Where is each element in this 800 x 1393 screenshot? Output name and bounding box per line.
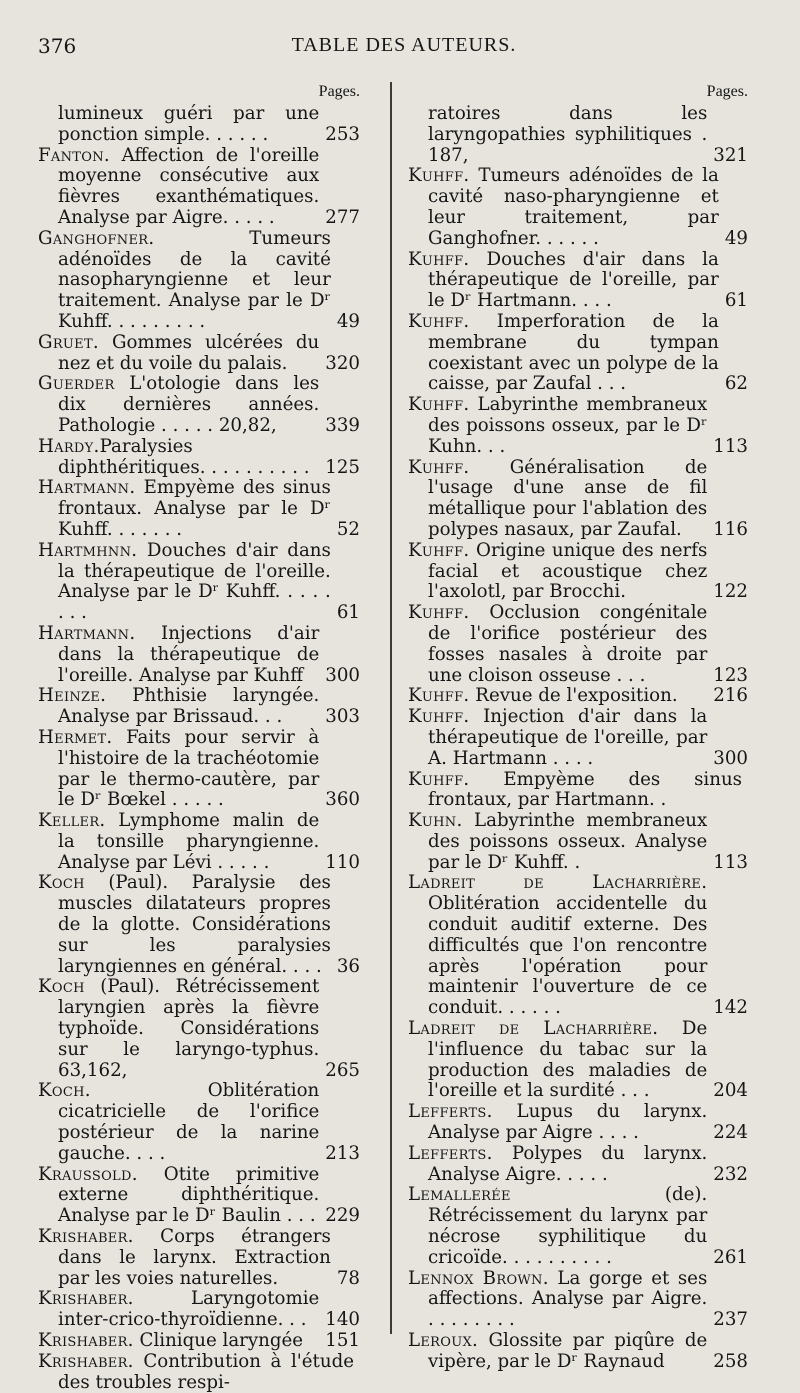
entry-author: Krishaber. bbox=[38, 1330, 134, 1352]
entry-author: Heinze. bbox=[38, 685, 107, 707]
index-entry bbox=[38, 728, 360, 811]
pages-header-left: Pages. bbox=[318, 83, 360, 100]
entry-text bbox=[408, 312, 719, 395]
entry-author: Hartmann. bbox=[38, 477, 136, 499]
index-entry bbox=[38, 541, 360, 624]
entry-text bbox=[38, 1227, 331, 1289]
entry-author: Kuhff. bbox=[408, 456, 470, 478]
entry-pages: 49 bbox=[724, 227, 748, 249]
index-entry bbox=[38, 811, 360, 873]
entry-author: Hermet. bbox=[38, 726, 113, 748]
entry-text bbox=[408, 811, 707, 873]
entry-text bbox=[38, 478, 331, 540]
entry-author: Ladreit de Lacharrière. bbox=[408, 872, 708, 894]
entry-author: Hartmann. bbox=[38, 622, 136, 644]
entry-title: Otite primitive externe diphthéritique. Analyse par le Dʳ Baulin . . . bbox=[58, 1163, 320, 1227]
entry-title: Corps étrangers dans le larynx. Extraction par les voies naturelles. bbox=[58, 1226, 331, 1289]
index-entry bbox=[38, 1331, 360, 1352]
entry-pages: 78 bbox=[336, 1267, 360, 1289]
entry-title: Origine unique des nerfs facial et acoustique chez l'axolotl, par Brocchi. bbox=[428, 539, 708, 603]
entry-pages: 204 bbox=[713, 1080, 748, 1102]
entry-pages: 321 bbox=[713, 144, 748, 166]
entry-text bbox=[38, 146, 319, 229]
entry-pages: 261 bbox=[713, 1246, 748, 1268]
index-entry bbox=[408, 104, 748, 166]
pages-header-right: Pages. bbox=[706, 83, 748, 100]
entry-author: Kuhff. bbox=[408, 706, 470, 728]
entry-author: Lennox Brown. bbox=[408, 1267, 549, 1289]
entry-text bbox=[38, 1289, 319, 1331]
entry-title: Tumeurs adénoïdes de la cavité naso-pharyngienne et leur traitement, par Ganghofner. . . . . . bbox=[428, 165, 719, 249]
index-entry bbox=[408, 686, 748, 707]
entry-title: lumineux guéri par une ponction simple. . . . . . bbox=[58, 103, 320, 145]
entry-pages: 360 bbox=[325, 789, 360, 811]
index-entry bbox=[408, 395, 748, 457]
entry-text bbox=[408, 1331, 707, 1373]
entry-author: Kuhff. bbox=[408, 602, 470, 624]
entry-pages: 52 bbox=[336, 518, 360, 540]
index-entry bbox=[38, 1289, 360, 1331]
entry-author: Kuhff. bbox=[408, 394, 470, 416]
entry-author: Kraussold. bbox=[38, 1163, 138, 1185]
entry-author: Hardy. bbox=[38, 435, 100, 457]
entry-pages: 258 bbox=[713, 1350, 748, 1372]
entry-author: Krishaber. bbox=[38, 1226, 134, 1248]
entry-title: Faits pour servir à l'histoire de la trachéotomie par le thermo-cautère, par le Dʳ Bœkel . . . . . bbox=[58, 726, 320, 811]
entry-title: Labyrinthe membraneux des poissons osseux. Analyse par le Dʳ Kuhff. . bbox=[428, 810, 708, 873]
entry-author: Lemallerée bbox=[408, 1184, 511, 1206]
page-header bbox=[38, 34, 770, 64]
entry-title: Injection d'air dans la thérapeutique de l'oreille, par A. Hartmann . . . . bbox=[428, 706, 708, 769]
index-entry bbox=[408, 603, 748, 686]
entry-author: Lefferts. bbox=[408, 1142, 493, 1164]
entry-text bbox=[38, 104, 319, 146]
entry-author: Guerder bbox=[38, 373, 115, 395]
entry-author: Hartmhnn. bbox=[38, 539, 138, 561]
entry-title: Phthisie laryngée. Analyse par Brissaud. . . bbox=[58, 685, 320, 728]
entry-pages: 123 bbox=[713, 664, 748, 686]
index-entry bbox=[408, 770, 748, 812]
entry-author: Krishaber. bbox=[38, 1350, 134, 1372]
entry-title: Oblitération accidentelle du conduit auditif externe. Des difficultés que l'on rencontre après l'opération pour maintenir l'ouverture de ce conduit. . . . . . bbox=[428, 893, 708, 1019]
entry-pages: 300 bbox=[325, 664, 360, 686]
column-divider bbox=[390, 82, 392, 1334]
entry-pages: 320 bbox=[325, 352, 360, 374]
entry-title: Tumeurs adénoïdes de la cavité nasopharyngienne et leur traitement. Analyse par le Dʳ Kuhff. . . . . . . . . bbox=[58, 227, 331, 332]
index-entry bbox=[38, 873, 360, 977]
index-entry bbox=[408, 166, 748, 249]
entry-author: Koch bbox=[38, 872, 85, 894]
index-entry bbox=[38, 1352, 360, 1393]
index-entry bbox=[38, 977, 360, 1081]
index-entry bbox=[38, 1165, 360, 1227]
index-entry bbox=[408, 1269, 748, 1331]
entry-author: Kuhff. bbox=[408, 539, 470, 561]
entry-text bbox=[408, 707, 707, 769]
entry-title: (Paul). Paralysie des muscles dilatateurs propres de la glotte. Considérations sur les paralysies laryngiennes en général. . . . bbox=[58, 872, 331, 977]
index-entry bbox=[38, 333, 360, 375]
entry-pages: 232 bbox=[713, 1163, 748, 1185]
index-entry bbox=[38, 229, 360, 333]
entry-pages: 113 bbox=[713, 851, 748, 873]
entry-text bbox=[38, 333, 319, 375]
entry-pages: 61 bbox=[724, 290, 748, 312]
entry-text bbox=[408, 541, 707, 603]
entry-pages: 49 bbox=[336, 310, 360, 332]
entry-text bbox=[408, 250, 719, 312]
entry-title: Affection de l'oreille moyenne consécutive aux fièvres exanthématiques. Analyse par Aigre. . . . . bbox=[58, 144, 320, 228]
index-entry bbox=[408, 1102, 748, 1144]
entry-title: Empyème des sinus frontaux. Analyse par le Dʳ Kuhff. . . . . . . bbox=[58, 477, 331, 540]
entry-title: Occlusion congénitale de l'orifice postérieur des fosses nasales à droite par une cloison osseuse . . . bbox=[428, 602, 708, 686]
entry-text bbox=[408, 458, 707, 541]
index-entry bbox=[408, 1185, 748, 1268]
entry-text bbox=[38, 437, 319, 479]
entry-text bbox=[38, 686, 319, 728]
entry-text bbox=[408, 1144, 707, 1186]
entry-pages: 277 bbox=[325, 206, 360, 228]
entry-pages: 253 bbox=[325, 123, 360, 145]
entry-title: Injections d'air dans la thérapeutique de l'oreille. Analyse par Kuhff bbox=[58, 622, 320, 686]
entry-title: Généralisation de l'usage d'une anse de fil métallique pour l'ablation des polypes nasaux, par Zaufal. bbox=[428, 456, 708, 540]
entry-pages: 142 bbox=[713, 997, 748, 1019]
entry-text bbox=[408, 166, 719, 249]
entry-text bbox=[38, 1165, 319, 1227]
left-column bbox=[38, 80, 360, 1393]
entry-text bbox=[38, 374, 319, 436]
entry-pages: 216 bbox=[713, 685, 748, 707]
entry-pages: 110 bbox=[325, 851, 360, 873]
index-entry bbox=[408, 811, 748, 873]
entry-title: Oblitération cicatricielle de l'orifice postérieur de la narine gauche. . . . bbox=[58, 1080, 320, 1164]
index-entry bbox=[38, 146, 360, 229]
entry-pages: 300 bbox=[713, 747, 748, 769]
page-number: 376 bbox=[38, 34, 77, 58]
entry-title: Polypes du larynx. Analyse Aigre. . . . . bbox=[428, 1142, 708, 1185]
entry-text bbox=[408, 603, 707, 686]
entry-author: Kuhff. bbox=[408, 768, 470, 790]
entry-text bbox=[38, 811, 319, 873]
entry-text bbox=[408, 1019, 707, 1102]
index-entry bbox=[408, 1331, 748, 1373]
entry-title: Contribution à l'étude des troubles respi- bbox=[58, 1350, 354, 1393]
entry-author: Gruet. bbox=[38, 331, 100, 353]
entry-author: Lefferts. bbox=[408, 1101, 493, 1123]
entry-author: Ladreit de Lacharrière. bbox=[408, 1018, 659, 1040]
entry-title: Empyème des sinus frontaux, par Hartmann. . bbox=[428, 768, 742, 811]
index-entry bbox=[408, 312, 748, 395]
entry-pages: 213 bbox=[325, 1142, 360, 1164]
entry-author: Kuhff. bbox=[408, 165, 470, 187]
index-entry bbox=[408, 1144, 748, 1186]
entry-title: L'otologie dans les dix dernières années. Pathologie . . . . . 20,82, bbox=[58, 373, 320, 436]
entry-pages: 265 bbox=[325, 1059, 360, 1081]
entry-text bbox=[408, 395, 707, 457]
entry-text bbox=[38, 229, 331, 333]
entry-pages: 36 bbox=[336, 955, 360, 977]
entry-pages: 303 bbox=[325, 706, 360, 728]
entry-pages: 125 bbox=[325, 456, 360, 478]
entry-title: Laryngotomie inter-crico-thyroïdienne. . . bbox=[58, 1288, 320, 1331]
entry-text bbox=[408, 104, 707, 166]
entry-pages: 151 bbox=[325, 1330, 360, 1352]
index-entry bbox=[408, 707, 748, 769]
entry-title: Revue de l'exposition. bbox=[469, 685, 678, 707]
entry-pages: 237 bbox=[713, 1309, 748, 1331]
index-entry bbox=[408, 250, 748, 312]
index-entry bbox=[38, 374, 360, 436]
entry-author: Kuhff. bbox=[408, 685, 470, 707]
entry-text bbox=[408, 1102, 707, 1144]
index-entry bbox=[38, 686, 360, 728]
entry-title: ratoires dans les laryngopathies syphilitiques . 187, bbox=[428, 103, 708, 166]
index-entry bbox=[38, 104, 360, 146]
entry-title: Glossite par piqûre de vipère, par le Dʳ Raynaud bbox=[428, 1330, 708, 1372]
entry-text bbox=[38, 541, 331, 624]
entry-text bbox=[408, 770, 742, 812]
index-entry bbox=[38, 478, 360, 540]
entry-text bbox=[38, 977, 319, 1081]
entry-pages: 116 bbox=[713, 518, 748, 540]
entry-pages: 113 bbox=[713, 435, 748, 457]
entry-pages: 140 bbox=[325, 1309, 360, 1331]
entry-title: Gommes ulcérées du nez et du voile du palais. bbox=[58, 331, 320, 374]
entry-text bbox=[408, 1269, 707, 1331]
entry-title: La gorge et ses affections. Analyse par Aigre. . . . . . . . . bbox=[428, 1267, 708, 1331]
entry-author: Koch bbox=[38, 976, 85, 998]
entry-text bbox=[408, 686, 707, 707]
entry-text bbox=[38, 624, 319, 686]
index-entry bbox=[38, 1227, 360, 1289]
entry-title: Lymphome malin de la tonsille pharyngienne. Analyse par Lévi . . . . . bbox=[58, 810, 320, 873]
entry-pages: 229 bbox=[325, 1205, 360, 1227]
entry-text bbox=[38, 1352, 354, 1393]
entry-title: Douches d'air dans la thérapeutique de l'oreille. Analyse par le Dʳ Kuhff. . . . . . . . bbox=[58, 539, 331, 624]
right-column bbox=[408, 80, 748, 1373]
entry-title: De l'influence du tabac sur la production des maladies de l'oreille et la surdité . . . bbox=[428, 1018, 708, 1102]
right-entries bbox=[408, 104, 748, 1373]
entry-title: Labyrinthe membraneux des poissons osseux, par le Dʳ Kuhn. . . bbox=[428, 394, 708, 457]
index-entry bbox=[38, 624, 360, 686]
entry-title: Clinique laryngée bbox=[133, 1330, 304, 1352]
index-entry bbox=[408, 873, 748, 1019]
entry-text bbox=[408, 1185, 707, 1268]
index-entry bbox=[408, 458, 748, 541]
entry-author: Krishaber. bbox=[38, 1288, 134, 1310]
index-entry bbox=[38, 1081, 360, 1164]
page-title: TABLE DES AUTEURS. bbox=[291, 34, 517, 56]
entry-author: Kuhn. bbox=[408, 810, 463, 832]
index-entry bbox=[38, 437, 360, 479]
entry-title: Douches d'air dans la thérapeutique de l'oreille, par le Dʳ Hartmann. . . . bbox=[428, 248, 719, 312]
index-entry bbox=[408, 541, 748, 603]
entry-pages: 62 bbox=[724, 373, 748, 395]
entry-text bbox=[408, 873, 707, 1019]
left-entries bbox=[38, 104, 360, 1393]
entry-text bbox=[38, 873, 331, 977]
entry-title: Imperforation de la membrane du tympan coexistant avec un polype de la caisse, par Zaufal . . . bbox=[428, 310, 719, 395]
entry-pages: 224 bbox=[713, 1122, 748, 1144]
entry-title: (Paul). Rétrécissement laryngien après la fièvre typhoïde. Considérations sur le laryngo-typhus. 63,162, bbox=[58, 976, 320, 1081]
entry-pages: 122 bbox=[713, 581, 748, 603]
entry-pages: 339 bbox=[325, 414, 360, 436]
entry-pages: 61 bbox=[336, 602, 360, 624]
entry-author: Kuhff. bbox=[408, 310, 470, 332]
entry-text bbox=[38, 728, 319, 811]
entry-text bbox=[38, 1081, 319, 1164]
entry-author: Leroux. bbox=[408, 1330, 479, 1352]
entry-title: Lupus du larynx. Analyse par Aigre . . . . bbox=[428, 1101, 708, 1144]
entry-author: Ganghofner. bbox=[38, 227, 155, 249]
entry-text bbox=[38, 1331, 319, 1352]
entry-title: (de). Rétrécissement du larynx par nécrose syphilitique du cricoïde. . . . . . . . . . bbox=[428, 1184, 708, 1268]
index-entry bbox=[408, 1019, 748, 1102]
entry-author: Fanton. bbox=[38, 144, 110, 166]
entry-title: Paralysies diphthéritiques. . . . . . . . . . bbox=[58, 435, 310, 478]
entry-author: Koch. bbox=[38, 1080, 91, 1102]
entry-author: Keller. bbox=[38, 810, 106, 832]
entry-author: Kuhff. bbox=[408, 248, 470, 270]
